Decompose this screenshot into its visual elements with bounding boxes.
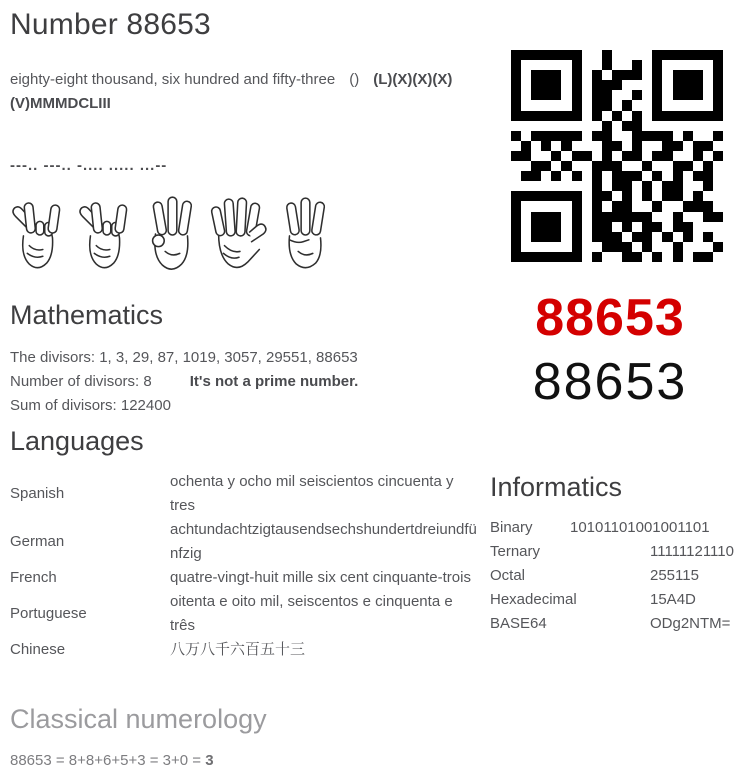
informatics-table	[490, 516, 748, 636]
hand-sign-8-icon	[73, 194, 135, 274]
informatics-label: Hexadecimal	[490, 591, 577, 608]
big-number-black: 88653	[532, 353, 688, 411]
table-row	[490, 540, 748, 564]
hand-sign-3-icon	[274, 194, 336, 274]
informatics-label: BASE64	[490, 615, 547, 632]
table-row	[490, 588, 748, 612]
divisor-count: Number of divisors: 8	[10, 373, 152, 390]
language-label: Portuguese	[10, 605, 87, 622]
table-row	[490, 612, 748, 636]
language-label: German	[10, 533, 65, 550]
table-row	[10, 566, 480, 590]
language-label: Spanish	[10, 485, 65, 502]
divisor-count-line	[10, 370, 480, 394]
table-row	[10, 518, 480, 566]
numerology-heading: Classical numerology	[10, 704, 267, 734]
prime-note: It's not a prime number.	[189, 373, 359, 390]
informatics-value: 10101101001001101	[570, 519, 710, 536]
languages-heading: Languages	[10, 426, 144, 456]
page-title: Number 88653	[10, 8, 211, 41]
language-value: quatre-vingt-huit mille six cent cinquante-trois	[170, 569, 471, 586]
qr-code	[511, 50, 723, 262]
table-row	[10, 470, 480, 518]
language-value: achtundachtzigtausendsechshundertdreiundfünfzig	[170, 521, 477, 562]
numerology-formula	[10, 752, 214, 769]
informatics-label: Octal	[490, 567, 526, 584]
informatics-value: 11111121110	[650, 543, 734, 560]
hand-sign-6-icon	[140, 194, 202, 274]
word-form-text: eighty-eight thousand, six hundred and fifty-three	[10, 71, 336, 88]
table-row	[10, 590, 480, 638]
languages-table	[10, 470, 480, 662]
formula-text: 88653 = 8+8+6+5+3 = 3+0 =	[10, 752, 206, 769]
mathematics-heading: Mathematics	[10, 300, 164, 330]
hand-sign-row	[6, 194, 336, 274]
language-value: ochenta y ocho mil seiscientos cincuenta y tres	[170, 473, 454, 514]
big-number-display	[480, 290, 740, 410]
big-number-red: 88653	[535, 289, 685, 347]
hand-sign-5-icon	[207, 194, 269, 274]
hand-sign-8-icon	[6, 194, 68, 274]
morse-code: ---.. ---.. -.... ..... ...--	[10, 157, 168, 174]
empty-parens: ()	[349, 71, 360, 88]
language-value: 八万八千六百五十三	[170, 641, 306, 658]
informatics-label: Binary	[490, 519, 533, 536]
language-label: French	[10, 569, 57, 586]
informatics-label: Ternary	[490, 543, 541, 560]
table-row	[10, 638, 480, 662]
informatics-value: 15A4D	[650, 591, 696, 608]
mathematics-facts	[10, 346, 480, 418]
table-row	[490, 564, 748, 588]
informatics-value: ODg2NTM=	[650, 615, 731, 632]
informatics-heading: Informatics	[490, 472, 623, 502]
table-row	[490, 516, 748, 540]
informatics-value: 255115	[650, 567, 699, 584]
number-word-form	[10, 68, 475, 116]
divisor-sum-line: Sum of divisors: 122400	[10, 397, 171, 414]
formula-result: 3	[205, 752, 214, 769]
language-label: Chinese	[10, 641, 66, 658]
roman-numeral: (L)(X)(X)(X)(V)MMMDCLIII	[10, 71, 453, 112]
language-value: oitenta e oito mil, seiscentos e cinquenta e três	[170, 593, 453, 634]
divisors-line: The divisors: 1, 3, 29, 87, 1019, 3057, 29551, 88653	[10, 349, 358, 366]
